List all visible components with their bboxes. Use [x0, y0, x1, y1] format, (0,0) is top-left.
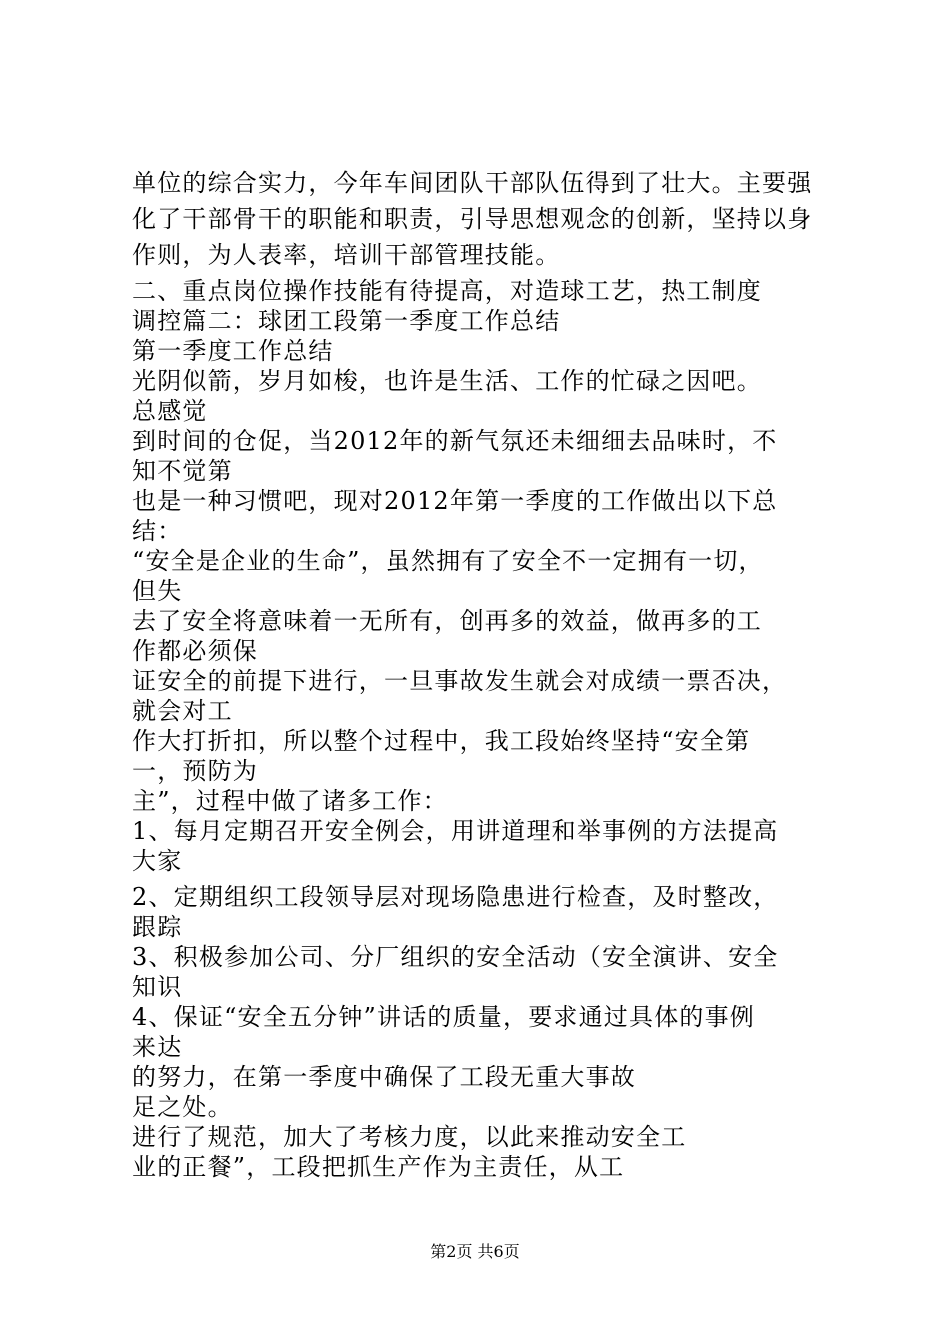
text-line: 作大打折扣，所以整个过程中，我工段始终坚持“安全第 [132, 727, 751, 755]
text-line: 单位的综合实力，今年车间团队干部队伍得到了壮大。主要强 [132, 169, 813, 197]
text-line: 化了干部骨干的职能和职责，引导思想观念的创新，坚持以身 [132, 205, 813, 233]
text-line: 到时间的仓促，当2012年的新气氛还未细细去品味时，不 [132, 427, 778, 455]
text-line: 作则，为人表率，培训干部管理技能。 [132, 241, 561, 269]
text-line: 的努力，在第一季度中确保了工段无重大事故 [132, 1063, 636, 1091]
text-line: 3、积极参加公司、分厂组织的安全活动（安全演讲、安全 [132, 943, 779, 971]
text-line: 调控篇二：球团工段第一季度工作总结 [132, 307, 561, 335]
text-line: 大家 [132, 847, 183, 875]
text-line: 一，预防为 [132, 757, 258, 785]
text-line: 就会对工 [132, 697, 233, 725]
text-line: 作都必须保 [132, 637, 258, 665]
text-line: 跟踪 [132, 913, 183, 941]
page-footer: 第2页 共6页 [430, 1242, 520, 1261]
text-line: “安全是企业的生命”，虽然拥有了安全不一定拥有一切， [132, 547, 764, 575]
text-line: 进行了规范，加大了考核力度，以此来推动安全工 [132, 1123, 687, 1151]
text-line: 知不觉第 [132, 457, 233, 485]
text-line: 去了安全将意味着一无所有，创再多的效益，做再多的工 [132, 607, 762, 635]
text-line: 1、每月定期召开安全例会，用讲道理和举事例的方法提高 [132, 817, 779, 845]
text-line: 证安全的前提下进行，一旦事故发生就会对成绩一票否决， [132, 667, 788, 695]
text-line: 足之处。 [132, 1093, 233, 1121]
text-line: 来达 [132, 1033, 183, 1061]
text-line: 结： [132, 517, 183, 545]
text-line: 4、保证“安全五分钟”讲话的质量，要求通过具体的事例 [132, 1003, 756, 1031]
text-line: 业的正餐”，工段把抓生产作为主责任，从工 [132, 1153, 625, 1181]
text-line: 知识 [132, 973, 183, 1001]
text-line: 2、定期组织工段领导层对现场隐患进行检查，及时整改， [132, 883, 779, 911]
text-line: 主”，过程中做了诸多工作： [132, 787, 448, 815]
text-line: 二、重点岗位操作技能有待提高，对造球工艺，热工制度 [132, 277, 762, 305]
text-line: 总感觉 [132, 397, 208, 425]
text-line: 也是一种习惯吧，现对2012年第一季度的工作做出以下总 [132, 487, 778, 515]
text-line: 但失 [132, 577, 183, 605]
text-line: 光阴似箭，岁月如梭，也许是生活、工作的忙碌之因吧。 [132, 367, 762, 395]
text-line: 第一季度工作总结 [132, 337, 334, 365]
